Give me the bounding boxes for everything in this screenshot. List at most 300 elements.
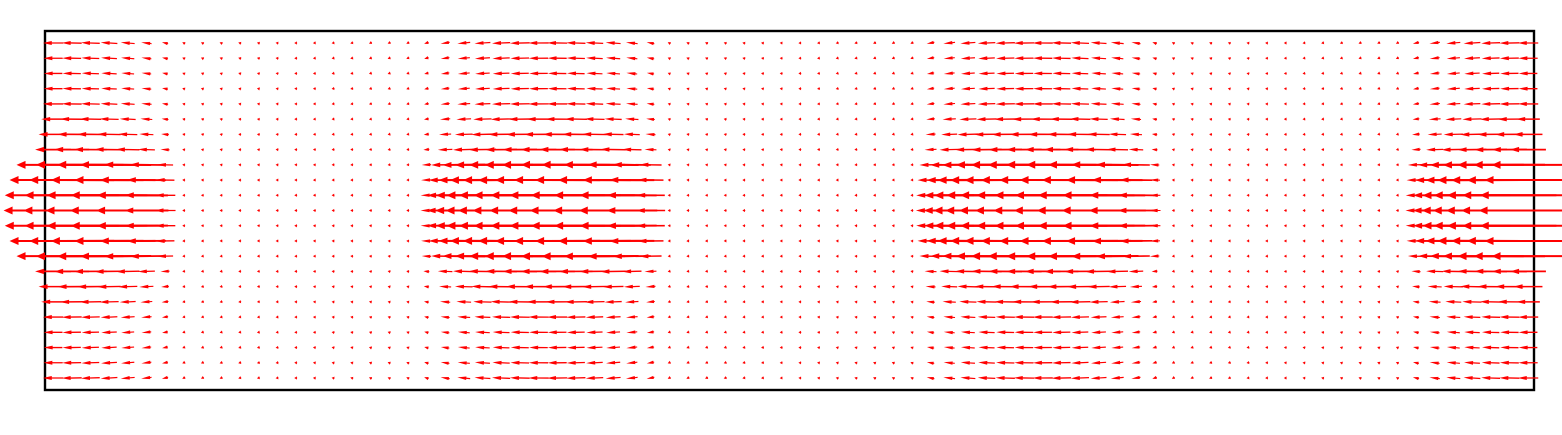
quiver-arrow (668, 376, 671, 379)
quiver-arrow (586, 72, 602, 76)
quiver-arrow (406, 377, 409, 380)
quiver-arrow (1247, 42, 1250, 45)
quiver-arrow (686, 254, 689, 257)
quiver-arrow (1492, 161, 1562, 169)
quiver-arrow (1111, 315, 1124, 318)
quiver-arrow (388, 346, 391, 349)
quiver-arrow (182, 118, 185, 121)
quiver-arrow (1284, 376, 1287, 379)
quiver-arrow (492, 102, 510, 106)
quiver-arrow (141, 315, 151, 318)
quiver-arrow (140, 300, 152, 303)
quiver-arrow (1321, 270, 1324, 273)
quiver-arrow (586, 361, 603, 365)
quiver-arrow (1265, 376, 1268, 379)
quiver-arrow (1359, 316, 1362, 319)
quiver-arrow (458, 72, 470, 75)
quiver-arrow (406, 148, 409, 151)
quiver-arrow (332, 285, 335, 288)
quiver-arrow (238, 300, 241, 303)
quiver-arrow (705, 239, 708, 242)
quiver-arrow (1209, 194, 1212, 197)
quiver-arrow (1359, 178, 1362, 181)
quiver-arrow (836, 194, 839, 197)
quiver-arrow (101, 346, 116, 350)
quiver-arrow (80, 300, 102, 304)
quiver-arrow (182, 209, 185, 212)
quiver-arrow (1321, 178, 1324, 181)
quiver-arrow (424, 331, 428, 334)
quiver-arrow (1359, 239, 1362, 242)
quiver-arrow (1284, 224, 1287, 227)
quiver-arrow (388, 72, 391, 75)
quiver-arrow (780, 133, 783, 136)
quiver-arrow (457, 377, 470, 380)
quiver-arrow (798, 316, 801, 319)
quiver-arrow (220, 300, 223, 303)
quiver-arrow (742, 346, 745, 349)
quiver-arrow (780, 87, 783, 90)
quiver-arrow (742, 57, 745, 60)
quiver-arrow (1228, 118, 1231, 121)
quiver-arrow (458, 87, 470, 90)
quiver-arrow (529, 346, 548, 350)
quiver-arrow (43, 56, 62, 60)
quiver-arrow (294, 194, 297, 197)
quiver-arrow (1247, 178, 1250, 181)
quiver-arrow (742, 133, 745, 136)
quiver-arrow (350, 41, 353, 44)
quiver-arrow (668, 346, 671, 349)
quiver-arrow (1228, 42, 1231, 45)
quiver-arrow (120, 117, 136, 121)
quiver-arrow (182, 179, 185, 182)
quiver-arrow (1130, 285, 1142, 288)
quiver-arrow (276, 224, 279, 227)
quiver-arrow (1247, 194, 1250, 197)
quiver-arrow (1303, 178, 1306, 181)
quiver-arrow (705, 209, 708, 212)
quiver-arrow (873, 133, 876, 136)
quiver-arrow (854, 224, 857, 227)
quiver-arrow (1499, 102, 1519, 106)
quiver-arrow (294, 133, 297, 136)
quiver-arrow (441, 41, 450, 44)
quiver-arrow (892, 56, 895, 59)
quiver-arrow (854, 362, 857, 365)
quiver-arrow (1172, 194, 1175, 197)
quiver-arrow (118, 132, 137, 136)
quiver-arrow (1015, 330, 1034, 334)
quiver-arrow (1072, 72, 1089, 76)
quiver-arrow (1396, 316, 1399, 319)
quiver-arrow (1152, 103, 1157, 106)
quiver-arrow (798, 72, 801, 75)
quiver-arrow (854, 56, 857, 59)
quiver-arrow (257, 255, 260, 258)
quiver-arrow (276, 118, 279, 121)
quiver-arrow (406, 347, 409, 350)
quiver-arrow (238, 285, 241, 288)
quiver-arrow (892, 285, 895, 288)
quiver-arrow (441, 56, 450, 59)
quiver-arrow (1228, 148, 1231, 151)
quiver-arrow (332, 102, 335, 105)
quiver-arrow (406, 117, 409, 120)
quiver-arrow (873, 56, 876, 59)
quiver-arrow (1050, 117, 1073, 121)
quiver-arrow (1209, 72, 1212, 75)
quiver-arrow (62, 361, 81, 365)
quiver-arrow (626, 42, 638, 45)
quiver-arrow (854, 87, 857, 90)
quiver-arrow (873, 301, 876, 304)
quiver-arrow (162, 315, 168, 318)
quiver-arrow (1340, 301, 1343, 304)
quiver-arrow (836, 56, 839, 59)
quiver-arrow (873, 209, 876, 212)
quiver-arrow (101, 315, 118, 319)
quiver-arrow (1014, 361, 1033, 365)
quiver-arrow (761, 42, 764, 45)
quiver-arrow (1359, 56, 1362, 59)
quiver-arrow (1247, 270, 1250, 273)
quiver-arrow (220, 118, 223, 121)
quiver-arrow (238, 42, 241, 45)
quiver-arrow (566, 102, 585, 106)
quiver-arrow (491, 117, 512, 121)
quiver-arrow (424, 285, 429, 288)
quiver-arrow (1446, 315, 1460, 319)
quiver-arrow (1190, 346, 1193, 349)
quiver-arrow (724, 57, 727, 60)
quiver-arrow (1050, 300, 1073, 304)
quiver-arrow (705, 72, 708, 75)
quiver-arrow (705, 361, 708, 364)
quiver-arrow (424, 71, 428, 74)
quiver-arrow (238, 118, 241, 121)
quiver-arrow (978, 376, 996, 380)
quiver-arrow (854, 255, 857, 258)
quiver-arrow (647, 42, 655, 45)
quiver-arrow (625, 118, 638, 122)
quiver-arrow (1152, 42, 1157, 45)
quiver-arrow (1209, 285, 1212, 288)
quiver-arrow (313, 148, 316, 151)
quiver-arrow (406, 224, 409, 227)
quiver-arrow (44, 71, 63, 75)
quiver-arrow (1303, 148, 1306, 151)
quiver-arrow (220, 57, 223, 60)
quiver-arrow (892, 362, 895, 365)
quiver-arrow (1015, 71, 1034, 75)
quiver-arrow (836, 346, 839, 349)
quiver-arrow (1190, 300, 1193, 303)
quiver-arrow (567, 346, 585, 350)
quiver-arrow (238, 315, 241, 318)
quiver-arrow (332, 361, 335, 364)
quiver-arrow (976, 300, 996, 304)
quiver-arrow (854, 316, 857, 319)
quiver-arrow (1340, 270, 1343, 273)
quiver-arrow (606, 57, 620, 61)
quiver-arrow (1396, 41, 1399, 44)
quiver-arrow (475, 102, 491, 106)
quiver-arrow (1228, 254, 1231, 257)
quiver-arrow (724, 103, 727, 106)
quiver-arrow (910, 163, 913, 166)
quiver-arrow (276, 42, 279, 45)
quiver-arrow (511, 87, 529, 91)
quiver-arrow (892, 224, 895, 227)
quiver-arrow (406, 178, 409, 181)
quiver-arrow (586, 376, 604, 380)
quiver-arrow (724, 330, 727, 333)
quiver-arrow (1396, 178, 1399, 181)
quiver-arrow (1228, 57, 1231, 60)
quiver-arrow (927, 362, 934, 365)
quiver-arrow (350, 133, 353, 136)
quiver-arrow (817, 285, 820, 288)
quiver-arrow (350, 362, 353, 365)
quiver-arrow (1499, 376, 1519, 380)
quiver-arrow (493, 72, 510, 76)
quiver-arrow (1359, 301, 1362, 304)
quiver-arrow (1265, 178, 1268, 181)
quiver-arrow (606, 72, 620, 76)
quiver-arrow (456, 117, 471, 121)
quiver-arrow (668, 118, 671, 121)
quiver-arrow (406, 270, 409, 273)
quiver-arrow (979, 72, 995, 76)
quiver-arrow (836, 239, 839, 242)
quiver-arrow (961, 331, 975, 335)
quiver-arrow (1377, 163, 1380, 166)
quiver-arrow (1359, 346, 1362, 349)
quiver-arrow (1209, 254, 1212, 257)
quiver-arrow (1284, 87, 1287, 90)
quiver-arrow (1284, 331, 1287, 334)
quiver-arrow (724, 346, 727, 349)
quiver-arrow (162, 72, 168, 75)
quiver-arrow (369, 178, 372, 181)
quiver-arrow (910, 148, 913, 151)
quiver-arrow (257, 133, 260, 136)
quiver-arrow (1172, 376, 1175, 379)
quiver-arrow (873, 255, 876, 258)
quiver-arrow (1396, 148, 1399, 151)
quiver-arrow (892, 163, 895, 166)
quiver-arrow (606, 315, 621, 319)
quiver-arrow (1321, 87, 1324, 90)
quiver-arrow (1091, 346, 1106, 350)
quiver-arrow (1430, 362, 1440, 365)
quiver-arrow (1071, 315, 1089, 319)
quiver-arrow (705, 285, 708, 288)
quiver-arrow (220, 330, 223, 333)
quiver-arrow (510, 361, 529, 365)
quiver-arrow (959, 300, 976, 304)
quiver-arrow (162, 57, 168, 60)
quiver-arrow (201, 163, 204, 166)
quiver-arrow (817, 331, 820, 334)
quiver-arrow (724, 224, 727, 227)
quiver-arrow (1069, 117, 1090, 121)
quiver-arrow (457, 102, 470, 105)
quiver-arrow (1152, 118, 1157, 121)
quiver-arrow (1228, 270, 1231, 273)
quiver-arrow (1464, 331, 1480, 335)
quiver-arrow (276, 148, 279, 151)
quiver-arrow (441, 102, 450, 105)
quiver-arrow (141, 57, 151, 60)
quiver-arrow (927, 377, 935, 380)
quiver-arrow (81, 315, 100, 319)
quiver-arrow (1446, 376, 1460, 380)
quiver-arrow (637, 239, 663, 244)
quiver-arrow (1359, 163, 1362, 166)
quiver-arrow (668, 300, 671, 303)
quiver-arrow (1111, 102, 1124, 105)
quiver-arrow (369, 362, 372, 365)
quiver-arrow (780, 57, 783, 60)
quiver-arrow (1464, 346, 1479, 350)
quiver-arrow (647, 315, 655, 318)
quiver-arrow (528, 376, 548, 380)
quiver-arrow (1446, 41, 1460, 45)
quiver-arrow (1172, 179, 1175, 182)
quiver-arrow (978, 41, 996, 45)
quiver-arrow (1209, 239, 1212, 242)
quiver-arrow (492, 41, 510, 45)
quiver-arrow (996, 330, 1014, 334)
quiver-arrow (647, 361, 654, 364)
quiver-arrow (1172, 209, 1175, 212)
quiver-arrow (1152, 133, 1157, 136)
quiver-arrow (1303, 331, 1306, 334)
quiver-arrow (1413, 71, 1419, 74)
quiver-arrow (626, 102, 638, 105)
quiver-arrow (1445, 300, 1461, 304)
quiver-arrow (1377, 347, 1380, 350)
quiver-arrow (276, 361, 279, 364)
quiver-arrow (1447, 331, 1460, 334)
quiver-arrow (943, 117, 956, 121)
quiver-arrow (780, 224, 783, 227)
quiver-arrow (1152, 330, 1156, 333)
quiver-arrow (705, 194, 708, 197)
quiver-arrow (1321, 239, 1324, 242)
quiver-arrow (547, 41, 567, 45)
quiver-arrow (162, 330, 168, 333)
quiver-arrow (668, 194, 671, 197)
quiver-arrow (350, 239, 353, 242)
quiver-arrow (220, 179, 223, 182)
quiver-arrow (724, 300, 727, 303)
quiver-arrow (668, 361, 671, 364)
quiver-arrow (1500, 71, 1518, 75)
quiver-arrow (313, 224, 316, 227)
quiver-arrow (761, 270, 764, 273)
quiver-arrow (1321, 300, 1324, 303)
quiver-arrow (798, 163, 801, 166)
quiver-arrow (1359, 72, 1362, 75)
quiver-arrow (1072, 87, 1089, 91)
quiver-arrow (475, 331, 490, 335)
quiver-arrow (742, 224, 745, 227)
quiver-arrow (1149, 194, 1161, 197)
quiver-arrow (238, 57, 241, 60)
quiver-arrow (1284, 316, 1287, 319)
quiver-arrow (457, 316, 470, 319)
quiver-arrow (668, 72, 671, 75)
quiver-arrow (141, 87, 151, 90)
quiver-arrow (1132, 87, 1141, 90)
quiver-arrow (1172, 133, 1175, 136)
quiver-arrow (910, 56, 913, 59)
quiver-arrow (910, 102, 913, 105)
quiver-arrow (780, 178, 783, 181)
quiver-arrow (625, 300, 638, 304)
quiver-arrow (1321, 117, 1324, 120)
quiver-arrow (1015, 87, 1034, 91)
quiver-arrow (1108, 285, 1126, 289)
quiver-arrow (257, 57, 260, 60)
quiver-arrow (388, 117, 391, 120)
quiver-arrow (873, 316, 876, 319)
quiver-arrow (1396, 270, 1399, 273)
quiver-arrow (529, 361, 548, 365)
quiver-arrow (182, 148, 185, 151)
quiver-arrow (1444, 132, 1463, 136)
quiver-arrow (406, 194, 409, 197)
quiver-arrow (798, 331, 801, 334)
quiver-arrow (220, 194, 223, 197)
quiver-arrow (1172, 270, 1175, 273)
quiver-arrow (854, 209, 857, 212)
quiver-arrow (547, 376, 567, 380)
quiver-arrow (626, 346, 637, 349)
quiver-arrow (927, 331, 934, 334)
quiver-arrow (120, 300, 136, 304)
quiver-arrow (441, 377, 450, 380)
quiver-arrow (1265, 194, 1268, 197)
quiver-arrow (162, 376, 168, 379)
quiver-arrow (1014, 315, 1034, 319)
quiver-arrow (724, 42, 727, 45)
quiver-arrow (742, 118, 745, 121)
quiver-arrow (686, 118, 689, 121)
quiver-arrow (1377, 239, 1380, 242)
quiver-arrow (941, 285, 957, 289)
quiver-arrow (406, 41, 409, 44)
quiver-arrow (647, 57, 654, 60)
quiver-arrow (1033, 87, 1052, 91)
quiver-arrow (798, 57, 801, 60)
quiver-arrow (44, 87, 63, 91)
quiver-arrow (1492, 252, 1562, 260)
quiver-arrow (976, 117, 996, 121)
quiver-arrow (1396, 255, 1399, 258)
quiver-arrow (1152, 72, 1156, 75)
quiver-arrow (1510, 147, 1546, 152)
quiver-arrow (62, 376, 82, 380)
quiver-arrow (1482, 72, 1499, 76)
quiver-arrow (350, 255, 353, 258)
quiver-arrow (567, 56, 585, 60)
quiver-arrow (798, 41, 801, 44)
quiver-arrow (925, 270, 937, 273)
